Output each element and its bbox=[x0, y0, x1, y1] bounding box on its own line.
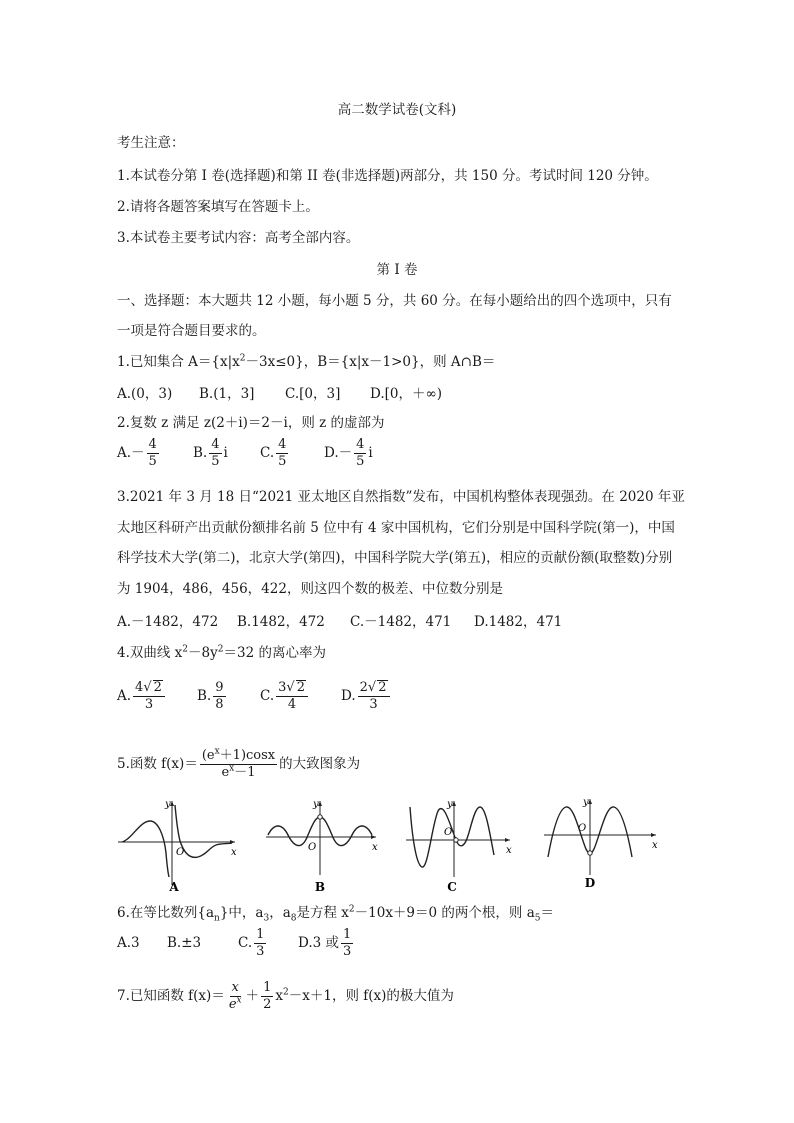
option-d: D.1482，471 bbox=[474, 614, 563, 630]
question-4-stem: 4.双曲线 $x^2-8y^2=32$ 的离心率为 bbox=[117, 644, 326, 661]
origin-label: O bbox=[308, 842, 317, 853]
graph-c bbox=[400, 795, 530, 895]
option-d: D.－ $\frac{4}{5}$ i bbox=[324, 437, 373, 469]
option-c: C. $\frac{4}{5}$ bbox=[260, 437, 287, 469]
option-c: C. $\frac{1}{3}$ bbox=[238, 927, 265, 959]
origin-label: O bbox=[578, 823, 587, 834]
y-axis-label: y bbox=[313, 799, 319, 810]
y-axis-label: y bbox=[165, 799, 171, 810]
question-3-line-4: 为 1904，486，456，422，则这四个数的极差、中位数分别是 bbox=[117, 581, 503, 597]
option-a: A. $\frac{4√ 2}{3}$ bbox=[117, 680, 167, 713]
graph-label-a: A bbox=[169, 880, 179, 894]
notice-item-2: 2.请将各题答案填写在答题卡上。 bbox=[117, 199, 319, 215]
origin-label: O bbox=[176, 847, 185, 858]
question-2-stem: 2.复数 z 满足 z(2＋i)＝2－i，则 z 的虚部为 bbox=[117, 415, 385, 431]
graph-a bbox=[110, 795, 245, 895]
part-heading: 第 I 卷 bbox=[376, 262, 418, 278]
x-axis-label: x bbox=[652, 840, 658, 851]
graph-label-b: B bbox=[314, 880, 326, 894]
section-instruction-line-1: 一、选择题：本大题共 12 小题，每小题 5 分，共 60 分。在每小题给出的四个选项中，只有 bbox=[117, 293, 672, 309]
y-axis-label: y bbox=[447, 799, 453, 810]
question-6-stem: 6.在等比数列$\{a_n\}$中，$a_3$，$a_8$是方程 $x^2-10x+9=0$ 的两个根，则 $a_5=$ bbox=[117, 904, 554, 924]
option-d: D. $\frac{2√ 2}{3}$ bbox=[341, 680, 392, 713]
x-axis-label: x bbox=[506, 845, 512, 856]
question-5-stem: 5.函数 f(x)＝ $\frac{(e^x+1)\cos x}{e^x-1}$ 的大致图象为 bbox=[117, 746, 361, 780]
graph-d bbox=[538, 795, 670, 895]
option-c: C. $\frac{3√ 2}{4}$ bbox=[260, 680, 310, 713]
option-c: C.－1482，471 bbox=[350, 614, 452, 630]
section-instruction-line-2: 一项是符合题目要求的。 bbox=[117, 323, 266, 339]
option-b: B.±3 bbox=[167, 935, 202, 951]
graph-label-c: C bbox=[447, 880, 457, 894]
option-a: A.－1482，472 bbox=[117, 614, 219, 630]
option-b: B.(1，3] bbox=[199, 386, 255, 402]
question-1-stem: 1.已知集合 $A=\{x|x^2-3x\le 0\}$，B＝{x|x－1>0}，则 A∩B＝ bbox=[117, 353, 496, 370]
option-b: B. $\frac{9}{8}$ bbox=[197, 680, 224, 712]
option-d: D.[0，＋∞) bbox=[370, 386, 443, 402]
graph-b bbox=[258, 795, 388, 895]
x-axis-label: x bbox=[231, 847, 237, 858]
option-b: B.1482，472 bbox=[237, 614, 325, 630]
question-3-line-1: 3.2021 年 3 月 18 日“2021 亚太地区自然指数”发布，中国机构整体表现强劲。在 2020 年亚 bbox=[117, 489, 685, 505]
origin-label: O bbox=[444, 827, 453, 838]
x-axis-label: x bbox=[372, 842, 378, 853]
option-b: B. $\frac{4}{5}$ i bbox=[193, 437, 228, 469]
option-a: A.－ $\frac{4}{5}$ bbox=[117, 437, 157, 469]
notice-item-3: 3.本试卷主要考试内容：高考全部内容。 bbox=[117, 230, 360, 246]
notice-item-1: 1.本试卷分第 I 卷(选择题)和第 II 卷(非选择题)两部分，共 150 分。考试时间 120 分钟。 bbox=[117, 168, 658, 184]
question-3-line-3: 科学技术大学(第二)，北京大学(第四)，中国科学院大学(第五)，相应的贡献份额(取整数)分别 bbox=[117, 550, 673, 566]
notice-heading: 考生注意： bbox=[117, 135, 185, 151]
option-a: A.(0，3) bbox=[117, 386, 173, 402]
question-7-stem: 7.已知函数 f(x)＝ $\frac{x}{e^x}$ ＋ $\frac{1}{2}$ $x^2-x+1$，则 f(x)的极大值为 bbox=[117, 980, 454, 1012]
page-title: 高二数学试卷(文科) bbox=[337, 102, 457, 118]
option-d: D.3 或 $\frac{1}{3}$ bbox=[298, 927, 352, 959]
question-5-graphs bbox=[110, 795, 670, 895]
option-a: A.3 bbox=[117, 935, 140, 951]
question-3-line-2: 太地区科研产出贡献份额排名前 5 位中有 4 家中国机构，它们分别是中国科学院(第一)，中国 bbox=[117, 520, 675, 536]
graph-label-d: D bbox=[584, 876, 596, 890]
option-c: C.[0，3] bbox=[285, 386, 341, 402]
y-axis-label: y bbox=[583, 797, 589, 808]
